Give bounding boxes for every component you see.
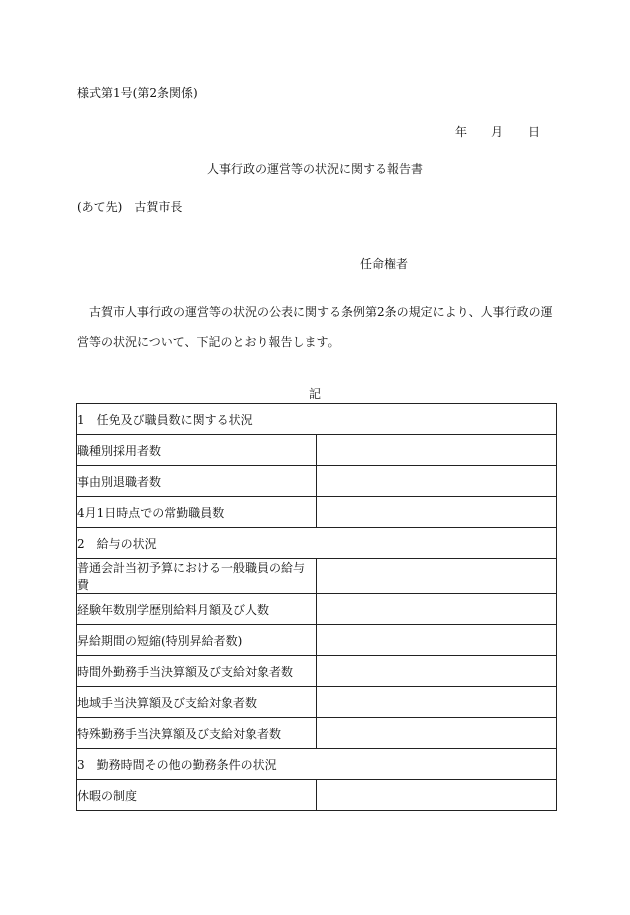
item-value-cell[interactable] — [317, 718, 557, 749]
section-row — [77, 749, 557, 780]
date-year: 年 — [455, 125, 468, 139]
item-label: 休暇の制度 — [77, 780, 317, 811]
table-row — [77, 559, 557, 594]
item-value-cell[interactable] — [317, 466, 557, 497]
form-number: 様式第1号(第2条関係) — [77, 86, 198, 100]
item-value-cell[interactable] — [317, 497, 557, 528]
table-row — [77, 497, 557, 528]
table-row — [77, 718, 557, 749]
section-heading: 1 任免及び職員数に関する状況 — [77, 404, 557, 435]
body-text: 古賀市人事行政の運営等の状況の公表に関する条例第2条の規定により、人事行政の運営等の状況について、下記のとおり報告します。 — [77, 305, 553, 349]
date-line — [455, 123, 540, 140]
addressee: (あて先) 古賀市長 — [77, 200, 183, 214]
date-day: 日 — [528, 125, 541, 139]
item-label: 普通会計当初予算における一般職員の給与費 — [77, 559, 317, 594]
section-row — [77, 528, 557, 559]
item-label: 特殊勤務手当決算額及び支給対象者数 — [77, 718, 317, 749]
item-value-cell[interactable] — [317, 435, 557, 466]
item-label: 地域手当決算額及び支給対象者数 — [77, 687, 317, 718]
item-value-cell[interactable] — [317, 594, 557, 625]
table-row — [77, 780, 557, 811]
section-heading: 2 給与の状況 — [77, 528, 557, 559]
item-value-cell[interactable] — [317, 687, 557, 718]
section-row — [77, 404, 557, 435]
item-value-cell[interactable] — [317, 559, 557, 594]
item-value-cell[interactable] — [317, 625, 557, 656]
appointing-authority: 任命権者 — [360, 257, 409, 271]
table-row — [77, 594, 557, 625]
section-heading: 3 勤務時間その他の勤務条件の状況 — [77, 749, 557, 780]
date-month: 月 — [491, 125, 504, 139]
item-value-cell[interactable] — [317, 656, 557, 687]
item-label: 昇給期間の短縮(特別昇給者数) — [77, 625, 317, 656]
item-label: 時間外勤務手当決算額及び支給対象者数 — [77, 656, 317, 687]
table-row — [77, 466, 557, 497]
item-value-cell[interactable] — [317, 780, 557, 811]
item-label: 事由別退職者数 — [77, 466, 317, 497]
table-row — [77, 687, 557, 718]
table-row — [77, 656, 557, 687]
item-label: 4月1日時点での常勤職員数 — [77, 497, 317, 528]
item-label: 経験年数別学歴別給料月額及び人数 — [77, 594, 317, 625]
table-row — [77, 625, 557, 656]
report-items-table — [76, 403, 557, 811]
item-label: 職種別採用者数 — [77, 435, 317, 466]
table-row — [77, 435, 557, 466]
document-title: 人事行政の運営等の状況に関する報告書 — [206, 162, 423, 176]
ki-heading: 記 — [308, 387, 321, 401]
